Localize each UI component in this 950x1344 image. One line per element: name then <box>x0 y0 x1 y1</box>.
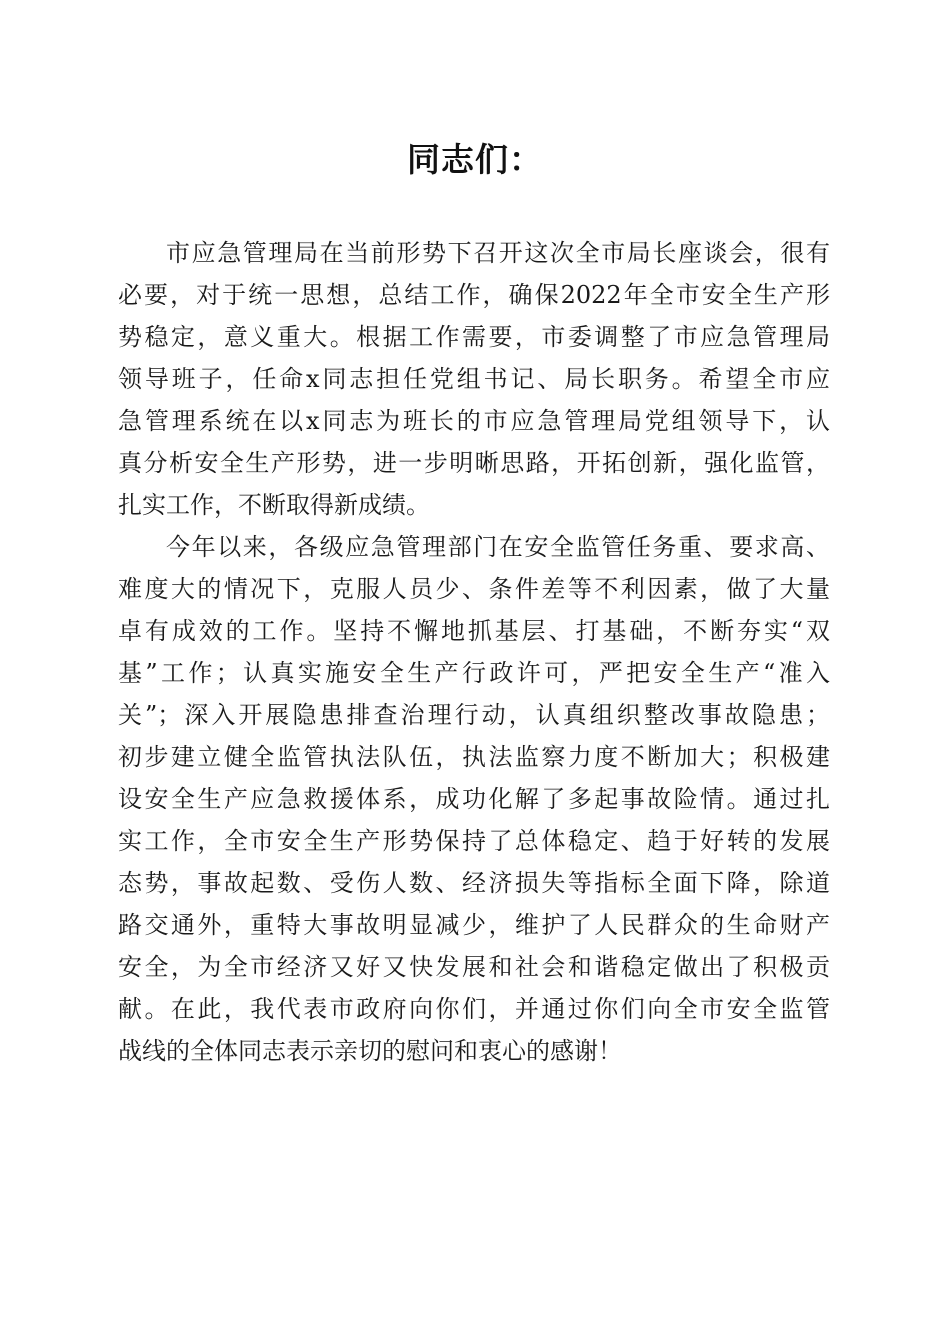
text-line: 扎实工作，不断取得新成绩。 <box>118 491 430 519</box>
text-line: 设安全生产应急救援体系，成功化解了多起事故险情。通过扎 <box>118 785 830 813</box>
text-line: 献。在此，我代表市政府向你们，并通过你们向全市安全监管 <box>118 995 830 1023</box>
text-line: 今年以来，各级应急管理部门在安全监管任务重、要求高、 <box>166 533 830 561</box>
text-line: 初步建立健全监管执法队伍，执法监察力度不断加大；积极建 <box>118 743 830 771</box>
text-line: 领导班子，任命x同志担任党组书记、局长职务。希望全市应 <box>118 365 830 393</box>
text-line: 势稳定，意义重大。根据工作需要，市委调整了市应急管理局 <box>118 323 830 351</box>
text-line: 实工作，全市安全生产形势保持了总体稳定、趋于好转的发展 <box>118 827 830 855</box>
text-line: 卓有成效的工作。坚持不懈地抓基层、打基础，不断夯实“双 <box>118 617 830 645</box>
text-line: 关”；深入开展隐患排查治理行动，认真组织整改事故隐患； <box>118 701 830 729</box>
document-body <box>118 232 830 1072</box>
paragraph-2 <box>118 526 830 1072</box>
text-line: 必要，对于统一思想，总结工作，确保2022年全市安全生产形 <box>118 281 830 309</box>
text-line: 急管理系统在以x同志为班长的市应急管理局党组领导下，认 <box>118 407 830 435</box>
text-line: 难度大的情况下，克服人员少、条件差等不利因素，做了大量 <box>118 575 830 603</box>
text-line: 战线的全体同志表示亲切的慰问和衷心的感谢！ <box>118 1037 622 1065</box>
text-line: 真分析安全生产形势，进一步明晰思路，开拓创新，强化监管， <box>118 449 830 477</box>
page-title: 同志们： <box>407 140 543 179</box>
text-line: 路交通外，重特大事故明显减少，维护了人民群众的生命财产 <box>118 911 830 939</box>
paragraph-1 <box>118 232 830 526</box>
text-line: 安全，为全市经济又好又快发展和社会和谐稳定做出了积极贡 <box>118 953 830 981</box>
text-line: 基”工作；认真实施安全生产行政许可，严把安全生产“准入 <box>118 659 830 687</box>
text-line: 市应急管理局在当前形势下召开这次全市局长座谈会，很有 <box>166 239 830 267</box>
text-line: 态势，事故起数、受伤人数、经济损失等指标全面下降，除道 <box>118 869 830 897</box>
